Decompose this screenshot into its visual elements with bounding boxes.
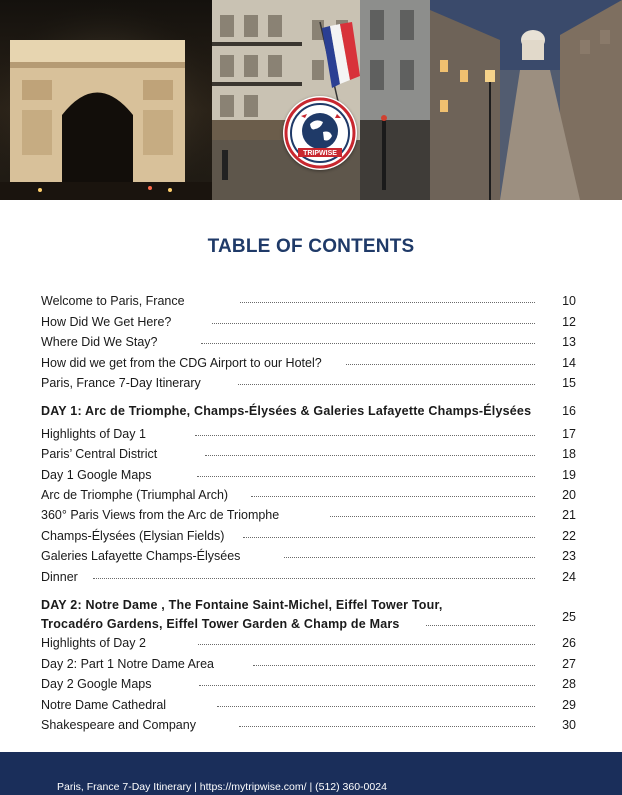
toc-row[interactable] xyxy=(41,313,576,331)
toc-page-number: 23 xyxy=(562,549,576,563)
leader-dots xyxy=(253,665,535,666)
toc-row[interactable] xyxy=(41,445,576,463)
toc-row[interactable] xyxy=(41,568,576,586)
leader-dots xyxy=(243,537,535,538)
toc-row-day-2-line-1[interactable] xyxy=(41,596,576,614)
toc-row[interactable] xyxy=(41,716,576,734)
leader-dots xyxy=(198,644,535,645)
toc-page-number: 15 xyxy=(562,376,576,390)
toc-entry-label: Where Did We Stay? xyxy=(41,335,158,349)
leader-dots xyxy=(346,364,535,365)
footer-text: Paris, France 7-Day Itinerary | https://mytripwise.com/ | (512) 360-0024 xyxy=(57,781,387,793)
toc-row[interactable] xyxy=(41,374,576,392)
toc-entry-label: Welcome to Paris, France xyxy=(41,294,185,308)
leader-dots xyxy=(199,685,535,686)
toc-page-number: 13 xyxy=(562,335,576,349)
toc-entry-label: How did we get from the CDG Airport to our Hotel? xyxy=(41,356,322,370)
toc-page-number: 19 xyxy=(562,468,576,482)
leader-dots xyxy=(93,578,535,579)
toc-entry-label: Day 2: Part 1 Notre Dame Area xyxy=(41,657,214,671)
toc-row[interactable] xyxy=(41,354,576,372)
toc-page-number: 21 xyxy=(562,508,576,522)
toc-page-number: 25 xyxy=(562,610,576,624)
page-title: TABLE OF CONTENTS xyxy=(207,236,415,257)
leader-dots xyxy=(426,625,535,626)
toc-entry-label: Arc de Triomphe (Triumphal Arch) xyxy=(41,488,229,502)
tripwise-logo xyxy=(283,96,357,170)
toc-entry-label: Day 1 Google Maps xyxy=(41,468,152,482)
toc-page-number: 12 xyxy=(562,315,576,329)
leader-dots xyxy=(238,384,535,385)
paris-building-photo xyxy=(360,0,430,200)
footer-bar xyxy=(0,752,622,795)
toc-row[interactable] xyxy=(41,333,576,351)
toc-row-day-1[interactable] xyxy=(41,402,576,420)
arc-de-triomphe-photo xyxy=(0,0,212,200)
logo-text: TRIPWISE xyxy=(303,150,337,157)
toc-page-number: 10 xyxy=(562,294,576,308)
leader-dots xyxy=(251,496,535,497)
toc-page-number: 20 xyxy=(562,488,576,502)
toc-entry-label: Shakespeare and Company xyxy=(41,718,196,732)
toc-entry-label: 360° Paris Views from the Arc de Triomphe xyxy=(41,508,280,522)
leader-dots xyxy=(240,302,535,303)
toc-row[interactable] xyxy=(41,486,576,504)
toc-row[interactable] xyxy=(41,466,576,484)
toc-entry-label: Champs-Élysées (Elysian Fields) xyxy=(41,529,225,543)
toc-entry-label: Highlights of Day 1 xyxy=(41,427,146,441)
toc-row[interactable] xyxy=(41,675,576,693)
toc-entry-label: Dinner xyxy=(41,570,78,584)
leader-dots xyxy=(212,323,535,324)
leader-dots xyxy=(284,557,535,558)
toc-entry-label: Paris, France 7-Day Itinerary xyxy=(41,376,201,390)
toc-row[interactable] xyxy=(41,292,576,310)
toc-entry-label: DAY 1: Arc de Triomphe, Champs-Élysées & Galeries Lafayette Champs-Élysées xyxy=(41,404,532,418)
toc-page-number: 18 xyxy=(562,447,576,461)
toc-row[interactable] xyxy=(41,506,576,524)
toc-entry-label: Notre Dame Cathedral xyxy=(41,698,167,712)
toc-entry-label: Highlights of Day 2 xyxy=(41,636,146,650)
leader-dots xyxy=(239,726,535,727)
toc-row[interactable] xyxy=(41,634,576,652)
leader-dots xyxy=(330,516,535,517)
toc-entry-label: Galeries Lafayette Champs-Élysées xyxy=(41,549,241,563)
leader-dots xyxy=(205,455,535,456)
toc-row[interactable] xyxy=(41,425,576,443)
leader-dots xyxy=(195,435,535,436)
toc-page-number: 29 xyxy=(562,698,576,712)
toc-page-number: 27 xyxy=(562,657,576,671)
toc-page-number: 14 xyxy=(562,356,576,370)
toc-page-number: 22 xyxy=(562,529,576,543)
leader-dots xyxy=(201,343,535,344)
toc-page-number: 30 xyxy=(562,718,576,732)
toc-row[interactable] xyxy=(41,547,576,565)
toc-page-number: 24 xyxy=(562,570,576,584)
toc-page-number: 26 xyxy=(562,636,576,650)
montmartre-street-photo xyxy=(430,0,622,200)
leader-dots xyxy=(217,706,535,707)
toc-row-day-2-line-2[interactable] xyxy=(41,610,576,633)
leader-dots xyxy=(197,476,535,477)
toc-page-number: 16 xyxy=(562,404,576,418)
toc-entry-label: DAY 2: Notre Dame , The Fontaine Saint-Michel, Eiffel Tower Tour, xyxy=(41,598,443,612)
toc-row[interactable] xyxy=(41,655,576,673)
toc-entry-label: How Did We Get Here? xyxy=(41,315,172,329)
toc-page-number: 17 xyxy=(562,427,576,441)
toc-entry-label: Paris’ Central District xyxy=(41,447,158,461)
toc-row[interactable] xyxy=(41,527,576,545)
toc-row[interactable] xyxy=(41,696,576,714)
toc-entry-label: Trocadéro Gardens, Eiffel Tower Garden & Champ de Mars xyxy=(41,617,400,631)
toc-page-number: 28 xyxy=(562,677,576,691)
toc-entry-label: Day 2 Google Maps xyxy=(41,677,152,691)
header-photo-collage xyxy=(0,0,622,200)
